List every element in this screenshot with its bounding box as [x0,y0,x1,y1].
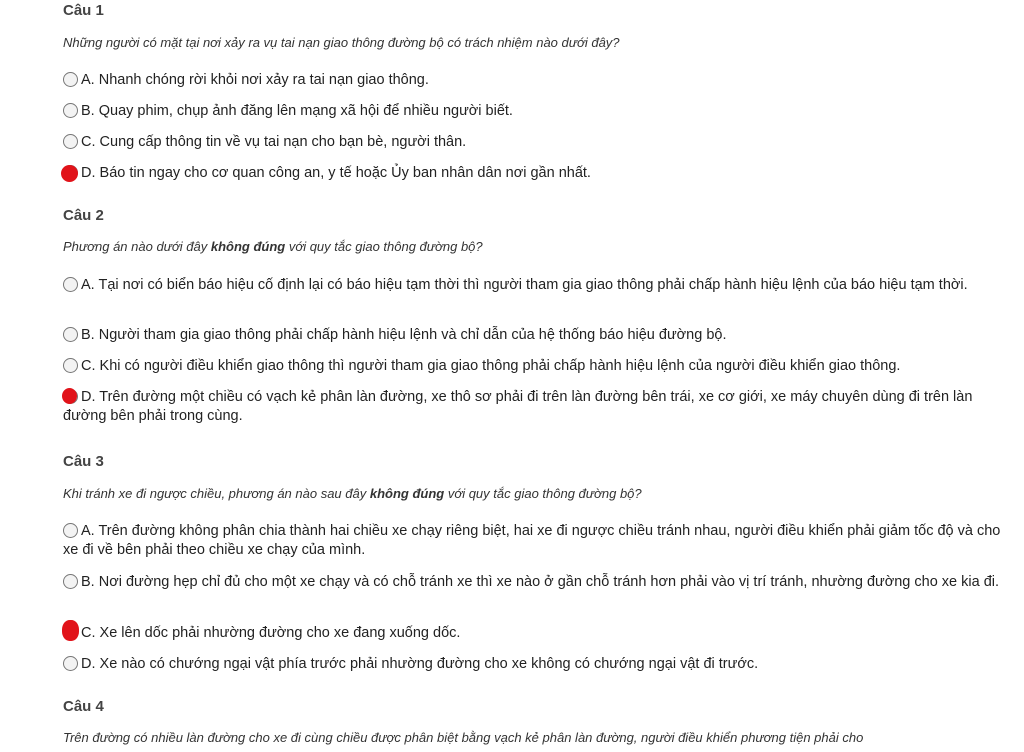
question-1-option-d[interactable] [63,164,1008,183]
option-label: A. Nhanh chóng rời khỏi nơi xảy ra tai nạn giao thông. [81,72,429,88]
radio-button[interactable] [63,656,78,671]
option-label: D. Trên đường một chiều có vạch kẻ phân làn đường, xe thô sơ phải đi trên làn đường bên trái, xe cơ giới, xe máy chuyên dùng đi trên làn đường bên phải trong cùng. [63,389,973,424]
question-1-option-a[interactable] [63,71,1008,90]
question-3-option-c[interactable] [63,624,1008,643]
option-label: D. Xe nào có chướng ngại vật phía trước phải nhường đường cho xe không có chướng ngại vật đi trước. [81,656,759,672]
question-4-text: Trên đường có nhiều làn đường cho xe đi cùng chiều được phân biệt bằng vạch kẻ phân làn đường, người điều khiển phương tiện phải cho [63,730,864,745]
question-2-text-bold: không đúng [210,239,286,254]
question-3-option-a[interactable] [63,522,1008,560]
question-3-title: Câu 3 [63,453,104,470]
radio-button[interactable] [63,134,78,149]
question-1-title: Câu 1 [63,2,104,19]
question-2-title: Câu 2 [63,207,104,224]
question-1-option-c[interactable] [63,133,1008,152]
option-label: D. Báo tin ngay cho cơ quan công an, y tế hoặc Ủy ban nhân dân nơi gần nhất. [81,165,591,181]
option-label: B. Quay phim, chụp ảnh đăng lên mạng xã hội để nhiều người biết. [81,103,513,119]
radio-button[interactable] [63,277,78,292]
question-2-option-a[interactable] [63,276,1008,295]
radio-button[interactable] [63,103,78,118]
question-2-option-d[interactable] [63,388,1008,426]
radio-button[interactable] [63,72,78,87]
option-label: A. Trên đường không phân chia thành hai chiều xe chạy riêng biệt, hai xe đi ngược chiều tránh nhau, người điều khiển phải giảm tốc độ và cho xe đi về bên phải theo chiều xe chạy của mình. [63,523,1001,558]
question-3-option-d[interactable] [63,655,1008,674]
question-3-text-pre: Khi tránh xe đi ngược chiều, phương án nào sau đây [63,486,370,501]
question-1-text: Những người có mặt tại nơi xảy ra vụ tai nạn giao thông đường bộ có trách nhiệm nào dưới đây? [63,35,620,50]
option-label: C. Xe lên dốc phải nhường đường cho xe đang xuống dốc. [81,625,461,641]
radio-button[interactable] [63,523,78,538]
option-label: B. Người tham gia giao thông phải chấp hành hiệu lệnh và chỉ dẫn của hệ thống báo hiệu đường bộ. [81,327,727,343]
question-2-option-c[interactable] [63,357,1008,376]
selected-answer-mark [62,620,79,641]
selected-answer-mark [62,388,77,404]
option-label: B. Nơi đường hẹp chỉ đủ cho một xe chạy và có chỗ tránh xe thì xe nào ở gần chỗ tránh hơn phải vào vị trí tránh, nhường đường cho xe kia đi. [81,574,1000,590]
question-2-text-pre: Phương án nào dưới đây [63,239,211,254]
radio-button[interactable] [63,574,78,589]
radio-button[interactable] [63,327,78,342]
question-3-text-bold: không đúng [369,486,445,501]
option-label: C. Cung cấp thông tin về vụ tai nạn cho bạn bè, người thân. [81,134,467,150]
question-3-option-b[interactable] [63,573,1008,592]
question-2-text [63,238,1008,255]
selected-answer-mark [61,165,78,182]
option-label: C. Khi có người điều khiển giao thông thì người tham gia giao thông phải chấp hành hiệu lệnh của người điều khiển giao thông. [81,358,901,374]
question-2-option-b[interactable] [63,326,1008,345]
question-2-text-post: với quy tắc giao thông đường bộ? [285,239,483,254]
question-4-title: Câu 4 [63,698,104,715]
question-3-text-post: với quy tắc giao thông đường bộ? [444,486,642,501]
option-label: A. Tại nơi có biển báo hiệu cố định lại có báo hiệu tạm thời thì người tham gia giao thông phải chấp hành hiệu lệnh của báo hiệu tạm thời. [81,277,968,293]
question-1-option-b[interactable] [63,102,1008,121]
question-3-text [63,485,1008,502]
radio-button[interactable] [63,358,78,373]
